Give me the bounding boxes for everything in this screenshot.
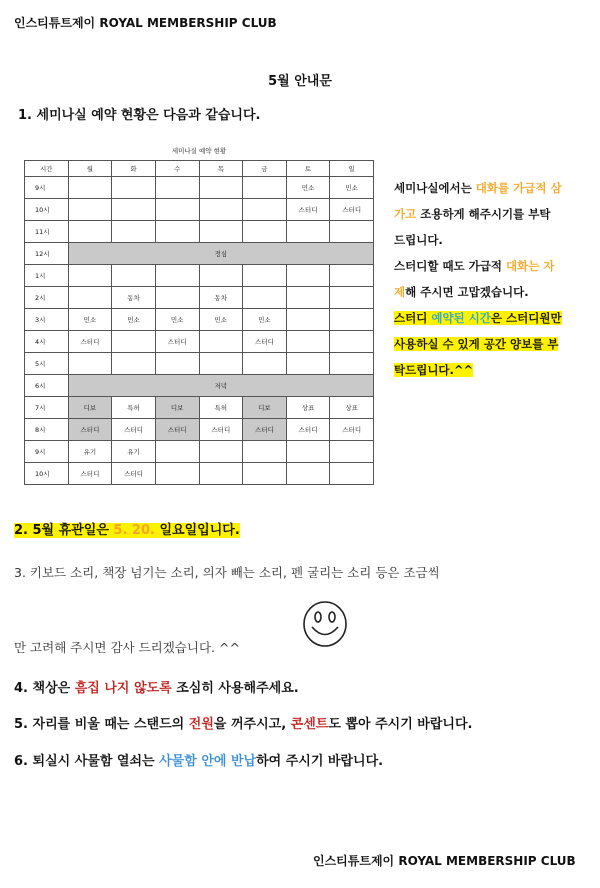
break-cell: 저녁 bbox=[68, 375, 373, 397]
schedule-cell bbox=[243, 265, 287, 287]
schedule-cell bbox=[199, 265, 243, 287]
schedule-cell: 민소 bbox=[199, 309, 243, 331]
schedule-cell bbox=[330, 463, 374, 485]
table-row bbox=[25, 353, 374, 375]
time-cell: 2시 bbox=[25, 287, 69, 309]
schedule-cell: 스터디 bbox=[155, 419, 199, 441]
schedule-cell bbox=[112, 353, 156, 375]
schedule-cell bbox=[243, 441, 287, 463]
schedule-cell: 유기 bbox=[112, 441, 156, 463]
side-note-1 bbox=[394, 175, 564, 253]
schedule-cell: 스터디 bbox=[243, 419, 287, 441]
side-note-2-text-b: 해 주시면 고맙겠습니다. bbox=[405, 285, 529, 299]
section-2-text-b: 일요일입니다. bbox=[154, 523, 240, 538]
time-cell: 11시 bbox=[25, 221, 69, 243]
schedule-cell: 스터디 bbox=[68, 419, 112, 441]
schedule-cell bbox=[155, 199, 199, 221]
schedule-cell bbox=[112, 265, 156, 287]
table-row bbox=[25, 375, 374, 397]
section-5-text-a: 5. 자리를 비울 때는 스탠드의 bbox=[14, 717, 189, 732]
schedule-cell bbox=[199, 331, 243, 353]
header-club-name: 인스티튜트제이 ROYAL MEMBERSHIP CLUB bbox=[14, 16, 277, 30]
schedule-cell: 스터디 bbox=[243, 331, 287, 353]
schedule-cell bbox=[330, 287, 374, 309]
schedule-cell bbox=[243, 353, 287, 375]
side-note-3 bbox=[394, 305, 564, 383]
schedule-cell bbox=[68, 221, 112, 243]
table-row bbox=[25, 331, 374, 353]
side-note-2 bbox=[394, 253, 564, 305]
section-2-date: 5. 20. bbox=[113, 523, 155, 538]
time-cell: 9시 bbox=[25, 441, 69, 463]
schedule-cell bbox=[68, 199, 112, 221]
section-5-emphasis-outlet: 콘센트 bbox=[290, 717, 329, 732]
time-cell: 9시 bbox=[25, 177, 69, 199]
schedule-cell: 민소 bbox=[112, 309, 156, 331]
section-3-line-1: 3. 키보드 소리, 책장 넘기는 소리, 의자 빼는 소리, 펜 굴리는 소리 등은 조금씩 bbox=[14, 565, 440, 580]
side-note-1-text-b: 조용하게 해주시기를 부탁 드립니다. bbox=[394, 207, 551, 247]
schedule-cell bbox=[286, 441, 330, 463]
schedule-cell: 디보 bbox=[68, 397, 112, 419]
schedule-cell: 디보 bbox=[155, 397, 199, 419]
schedule-cell: 특허 bbox=[199, 397, 243, 419]
section-4 bbox=[14, 677, 299, 696]
schedule-cell bbox=[199, 221, 243, 243]
schedule-cell bbox=[243, 221, 287, 243]
schedule-cell bbox=[68, 353, 112, 375]
table-row bbox=[25, 221, 374, 243]
side-notes bbox=[394, 175, 564, 383]
schedule-cell: 특허 bbox=[112, 397, 156, 419]
seminar-schedule-table bbox=[24, 160, 374, 485]
section-6-text-a: 6. 퇴실시 사물함 열쇠는 bbox=[14, 754, 160, 769]
schedule-cell bbox=[112, 221, 156, 243]
schedule-cell: 스터디 bbox=[68, 331, 112, 353]
table-row bbox=[25, 419, 374, 441]
side-note-3-emphasis: 예약된 시간 bbox=[431, 311, 491, 325]
table-row bbox=[25, 265, 374, 287]
page-title: 5월 안내문 bbox=[268, 74, 332, 89]
schedule-cell bbox=[330, 441, 374, 463]
schedule-cell bbox=[243, 177, 287, 199]
table-header-cell: 금 bbox=[243, 161, 287, 177]
table-header-cell: 화 bbox=[112, 161, 156, 177]
schedule-cell bbox=[199, 353, 243, 375]
section-5 bbox=[14, 713, 472, 732]
time-cell: 10시 bbox=[25, 463, 69, 485]
section-4-text-a: 4. 책상은 bbox=[14, 681, 75, 696]
schedule-cell bbox=[155, 463, 199, 485]
section-2-text-a: 2. 5월 휴관일은 bbox=[14, 523, 114, 538]
table-row bbox=[25, 243, 374, 265]
section-3-line-2: 만 고려해 주시면 감사 드리겠습니다. ^^ bbox=[14, 640, 240, 655]
time-cell: 8시 bbox=[25, 419, 69, 441]
schedule-cell: 민소 bbox=[330, 177, 374, 199]
schedule-cell bbox=[112, 177, 156, 199]
table-header-cell: 수 bbox=[155, 161, 199, 177]
schedule-cell: 스터디 bbox=[155, 331, 199, 353]
table-caption: 세미나실 예약 현황 bbox=[171, 147, 227, 155]
section-6-emphasis: 사물함 안에 반납 bbox=[159, 754, 257, 769]
table-row bbox=[25, 309, 374, 331]
schedule-cell bbox=[155, 287, 199, 309]
table-row bbox=[25, 287, 374, 309]
time-cell: 7시 bbox=[25, 397, 69, 419]
schedule-cell: 민소 bbox=[155, 309, 199, 331]
schedule-cell bbox=[155, 221, 199, 243]
schedule-cell bbox=[330, 265, 374, 287]
schedule-cell: 민소 bbox=[68, 309, 112, 331]
table-header-cell: 토 bbox=[286, 161, 330, 177]
time-cell: 3시 bbox=[25, 309, 69, 331]
schedule-cell: 민소 bbox=[243, 309, 287, 331]
schedule-cell bbox=[286, 265, 330, 287]
section-2 bbox=[14, 519, 240, 538]
time-cell: 1시 bbox=[25, 265, 69, 287]
table-row bbox=[25, 199, 374, 221]
section-5-emphasis-power: 전원 bbox=[188, 717, 214, 732]
section-4-text-b: 조심히 사용해주세요. bbox=[171, 681, 299, 696]
schedule-cell: 유기 bbox=[68, 441, 112, 463]
schedule-cell bbox=[243, 463, 287, 485]
schedule-cell bbox=[155, 353, 199, 375]
table-header-cell: 일 bbox=[330, 161, 374, 177]
schedule-cell: 디보 bbox=[243, 397, 287, 419]
schedule-cell bbox=[286, 287, 330, 309]
section-4-emphasis: 흠집 나지 않도록 bbox=[74, 681, 172, 696]
schedule-cell: 스터디 bbox=[199, 419, 243, 441]
schedule-cell bbox=[243, 199, 287, 221]
schedule-cell bbox=[155, 441, 199, 463]
schedule-cell: 스터디 bbox=[112, 463, 156, 485]
schedule-cell: 동차 bbox=[112, 287, 156, 309]
schedule-cell: 동차 bbox=[199, 287, 243, 309]
side-note-2-text-a: 스터디할 때도 가급적 bbox=[394, 259, 506, 273]
schedule-cell bbox=[286, 309, 330, 331]
section-5-text-c: 도 뽑아 주시기 바랍니다. bbox=[328, 717, 473, 732]
table-row bbox=[25, 177, 374, 199]
time-cell: 6시 bbox=[25, 375, 69, 397]
schedule-cell bbox=[199, 199, 243, 221]
table-row bbox=[25, 441, 374, 463]
table-row bbox=[25, 397, 374, 419]
schedule-cell bbox=[155, 265, 199, 287]
schedule-cell bbox=[68, 177, 112, 199]
schedule-cell: 스터디 bbox=[330, 419, 374, 441]
schedule-cell: 스터디 bbox=[286, 199, 330, 221]
section-6 bbox=[14, 750, 383, 769]
schedule-cell bbox=[243, 287, 287, 309]
schedule-cell: 민소 bbox=[286, 177, 330, 199]
schedule-cell bbox=[68, 287, 112, 309]
schedule-cell bbox=[68, 265, 112, 287]
schedule-cell bbox=[155, 177, 199, 199]
schedule-cell bbox=[112, 331, 156, 353]
schedule-cell: 상표 bbox=[286, 397, 330, 419]
schedule-cell: 스터디 bbox=[330, 199, 374, 221]
schedule-cell bbox=[286, 463, 330, 485]
side-note-3-text-b: 은 스터디원만 사용하실 수 있게 공간 양보를 부탁드립니다.^^ bbox=[394, 311, 562, 377]
schedule-cell bbox=[199, 177, 243, 199]
side-note-3-text-a: 스터디 bbox=[394, 311, 432, 325]
break-cell: 정심 bbox=[68, 243, 373, 265]
time-cell: 5시 bbox=[25, 353, 69, 375]
schedule-cell bbox=[330, 221, 374, 243]
time-cell: 10시 bbox=[25, 199, 69, 221]
table-header-cell: 월 bbox=[68, 161, 112, 177]
schedule-cell: 스터디 bbox=[286, 419, 330, 441]
side-note-2-emphasis: 대화는 자제 bbox=[394, 259, 555, 299]
side-note-1-emphasis: 대화를 가급적 삼가고 bbox=[394, 181, 562, 221]
schedule-cell bbox=[199, 441, 243, 463]
section-1-heading: 1. 세미나실 예약 현황은 다음과 같습니다. bbox=[18, 108, 261, 123]
schedule-cell: 스터디 bbox=[112, 419, 156, 441]
schedule-cell: 상표 bbox=[330, 397, 374, 419]
schedule-cell bbox=[199, 463, 243, 485]
schedule-cell bbox=[286, 331, 330, 353]
schedule-cell bbox=[330, 309, 374, 331]
schedule-cell: 스터디 bbox=[68, 463, 112, 485]
smiley-face-icon bbox=[302, 600, 348, 648]
time-cell: 4시 bbox=[25, 331, 69, 353]
table-row bbox=[25, 463, 374, 485]
footer-club-name: 인스티튜트제이 ROYAL MEMBERSHIP CLUB bbox=[313, 854, 576, 868]
time-cell: 12시 bbox=[25, 243, 69, 265]
section-6-text-b: 하여 주시기 바랍니다. bbox=[256, 754, 384, 769]
table-header-cell: 목 bbox=[199, 161, 243, 177]
schedule-cell bbox=[330, 331, 374, 353]
table-header-cell: 시간 bbox=[25, 161, 69, 177]
schedule-cell bbox=[286, 353, 330, 375]
section-5-text-b: 을 꺼주시고, bbox=[213, 717, 291, 732]
schedule-cell bbox=[286, 221, 330, 243]
side-note-1-text-a: 세미나실에서는 bbox=[394, 181, 476, 195]
schedule-cell bbox=[112, 199, 156, 221]
schedule-cell bbox=[330, 353, 374, 375]
